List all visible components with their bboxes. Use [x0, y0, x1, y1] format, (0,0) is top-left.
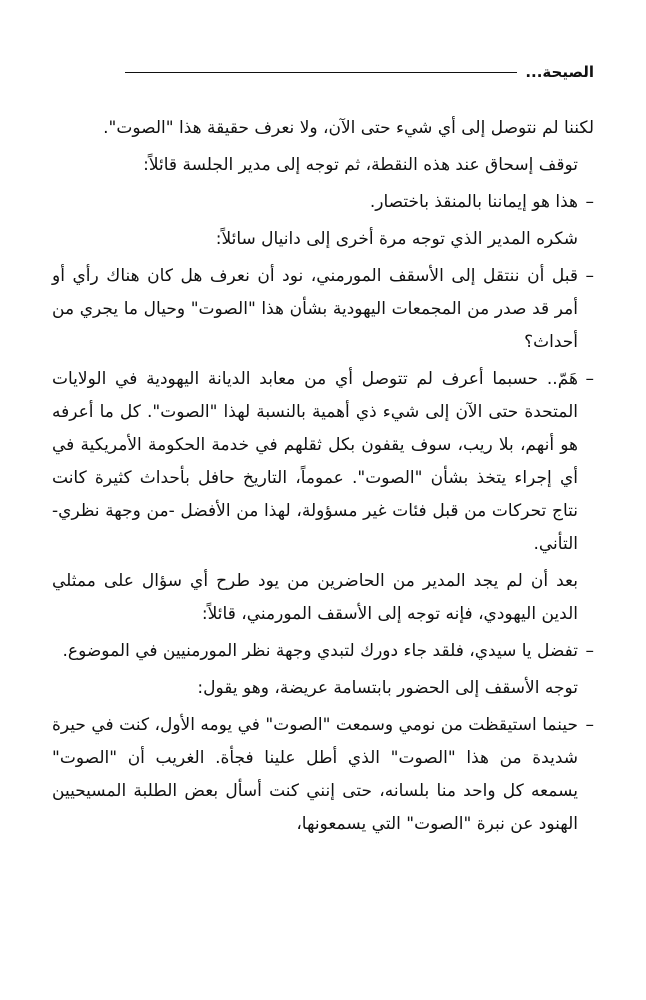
- dialogue-dash: –: [585, 715, 594, 735]
- paragraph-text: قبل أن ننتقل إلى الأسقف المورمني، نود أن نعرف هل كان هناك رأي أو أمر قد صدر من المجمعات اليهودية بشأن هذا "الصوت" وحيال ما يجري من أحداث؟: [52, 266, 578, 352]
- paragraph-text: بعد أن لم يجد المدير من الحاضرين من يود طرح أي سؤال على ممثلي الدين اليهودي، فإنه توجه إلى الأسقف المورمني، قائلاً:: [52, 571, 578, 624]
- dialogue-paragraph: [52, 709, 594, 841]
- paragraph-text: هذا هو إيماننا بالمنقذ باختصار.: [369, 192, 578, 212]
- paragraph-text: حينما استيقظت من نومي وسمعت "الصوت" في يومه الأول، كنت في حيرة شديدة من هذا "الصوت" الذي أطل علينا فجأة. الغريب أن "الصوت" يسمعه كل واحد منا بلسانه، حتى إنني كنت أسأل بعض الطلبة المسيحيين الهنود عن نبرة "الصوت" التي يسمعونها،: [52, 715, 578, 834]
- paragraph: [52, 565, 594, 631]
- paragraph: [52, 112, 594, 145]
- running-header: [52, 58, 594, 86]
- paragraph-text: توجه الأسقف إلى الحضور بابتسامة عريضة، وهو يقول:: [197, 678, 578, 698]
- dialogue-dash: –: [585, 266, 594, 286]
- paragraph-text: شكره المدير الذي توجه مرة أخرى إلى دانيال سائلاً:: [215, 229, 578, 249]
- dialogue-dash: –: [585, 192, 594, 212]
- paragraph: [52, 149, 594, 182]
- paragraph-text: هَمّ.. حسبما أعرف لم تتوصل أي من معابد الديانة اليهودية في الولايات المتحدة حتى الآن إلى شيء ذي أهمية بالنسبة لهذا "الصوت". كل ما أعرفه هو أنهم، بلا ريب، سوف يقفون بكل ثقلهم في خدمة الحكومة الأمريكية في أي إجراء يتخذ بشأن "الصوت". عموماً، التاريخ حافل بأحداث كثيرة كانت نتاج تحركات من قبل فئات غير مسؤولة، لهذا من الأفضل -من وجهة نظري- التأني.: [52, 369, 578, 554]
- paragraph: [52, 672, 594, 705]
- body-text: [52, 112, 594, 841]
- dialogue-paragraph: [52, 635, 594, 668]
- running-title: الصيحة...: [525, 63, 594, 81]
- book-page: [52, 58, 594, 845]
- dialogue-paragraph: [52, 363, 594, 561]
- paragraph: [52, 223, 594, 256]
- dialogue-dash: –: [585, 641, 594, 661]
- paragraph-text: لكننا لم نتوصل إلى أي شيء حتى الآن، ولا نعرف حقيقة هذا "الصوت".: [103, 118, 594, 138]
- paragraph-text: تفضل يا سيدي، فلقد جاء دورك لتبدي وجهة نظر المورمنيين في الموضوع.: [62, 641, 578, 661]
- dialogue-dash: –: [585, 369, 594, 389]
- header-rule: [125, 72, 517, 73]
- paragraph-text: توقف إسحاق عند هذه النقطة، ثم توجه إلى مدير الجلسة قائلاً:: [143, 155, 578, 175]
- dialogue-paragraph: [52, 260, 594, 359]
- dialogue-paragraph: [52, 186, 594, 219]
